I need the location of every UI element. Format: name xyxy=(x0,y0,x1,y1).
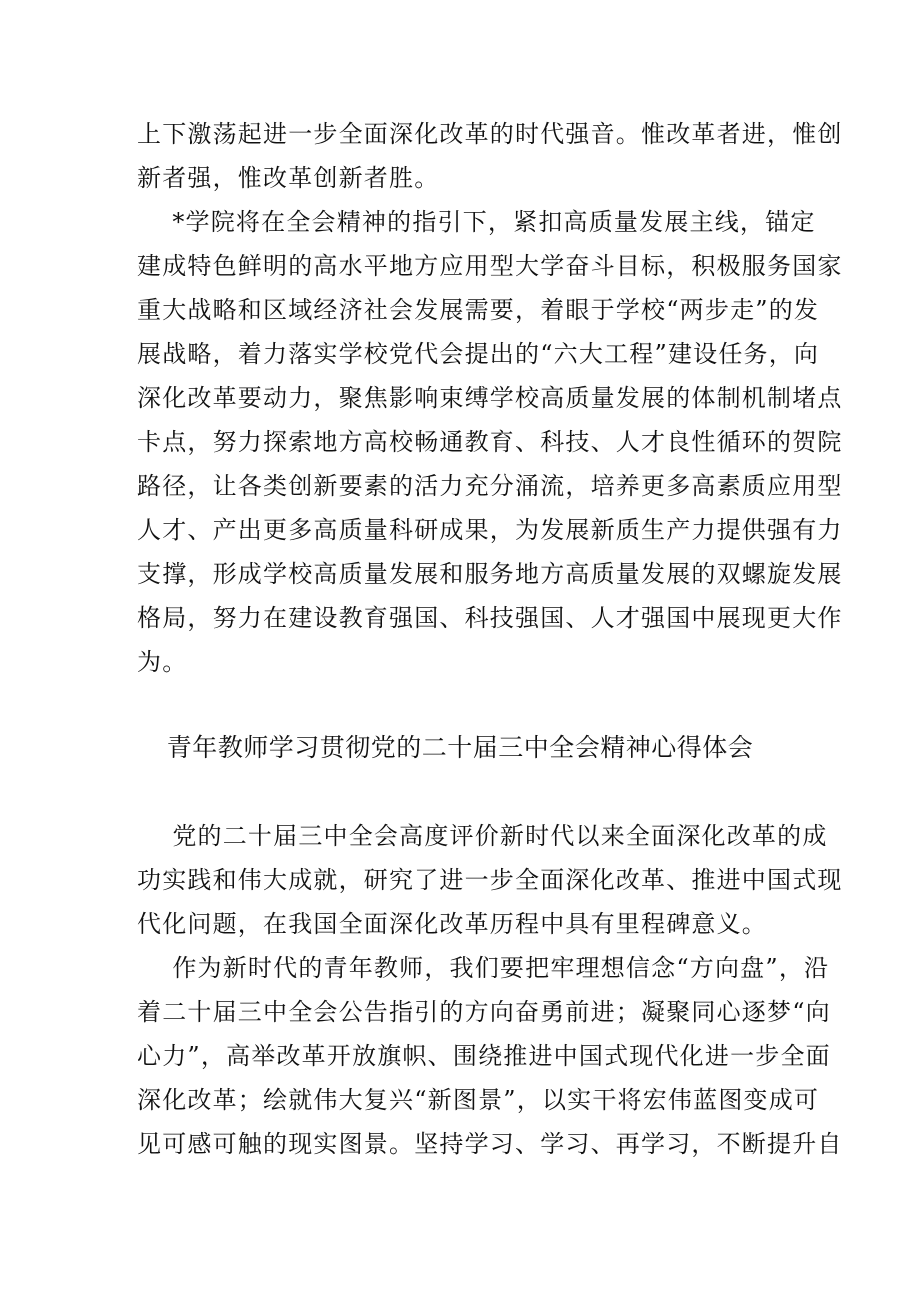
paragraph-2-line-8: 人才、产出更多高质量科研成果，为发展新质生产力提供强有力 xyxy=(137,516,843,544)
paragraph-2-line-5: 深化改革要动力，聚焦影响束缚学校高质量发展的体制机制堵点 xyxy=(137,384,843,412)
paragraph-3-line-2: 功实践和伟大成就，研究了进一步全面深化改革、推进中国式现 xyxy=(137,866,843,894)
paragraph-4-line-5: 见可感可触的现实图景。坚持学习、学习、再学习，不断提升自 xyxy=(137,1130,843,1158)
paragraph-4-line-3: 心力”，高举改革开放旗帜、围绕推进中国式现代化进一步全面 xyxy=(137,1042,831,1070)
paragraph-2-line-11: 为。 xyxy=(137,648,188,676)
paragraph-2-line-9: 支撑，形成学校高质量发展和服务地方高质量发展的双螺旋发展 xyxy=(137,560,843,588)
article-title: 青年教师学习贯彻党的二十届三中全会精神心得体会 xyxy=(166,733,754,762)
paragraph-2-line-2: 建成特色鲜明的高水平地方应用型大学奋斗目标，积极服务国家 xyxy=(137,252,843,280)
paragraph-1-line-2: 新者强，惟改革创新者胜。 xyxy=(137,164,440,192)
paragraph-2-line-6: 卡点，努力探索地方高校畅通教育、科技、人才良性循环的贺院 xyxy=(137,428,843,456)
paragraph-3-line-3: 代化问题，在我国全面深化改革历程中具有里程碑意义。 xyxy=(137,910,767,938)
paragraph-4-line-4: 深化改革；绘就伟大复兴“新图景”，以实干将宏伟蓝图变成可 xyxy=(137,1086,820,1114)
paragraph-2-line-7: 路径，让各类创新要素的活力充分涌流，培养更多高素质应用型 xyxy=(137,472,843,500)
paragraph-4-line-1: 作为新时代的青年教师，我们要把牢理想信念“方向盘”，沿 xyxy=(137,954,830,982)
paragraph-1-line-1: 上下激荡起进一步全面深化改革的时代强音。惟改革者进，惟创 xyxy=(137,120,843,148)
paragraph-2-line-1: *学院将在全会精神的指引下，紧扣高质量发展主线，锚定 xyxy=(137,208,816,236)
paragraph-4-line-2: 着二十届三中全会公告指引的方向奋勇前进；凝聚同心逐梦“向 xyxy=(137,998,831,1026)
paragraph-2-line-4: 展战略，着力落实学校党代会提出的“六大工程”建设任务，向 xyxy=(137,340,820,368)
paragraph-3-line-1: 党的二十届三中全会高度评价新时代以来全面深化改革的成 xyxy=(137,822,828,850)
paragraph-2-line-3: 重大战略和区域经济社会发展需要，着眼于学校“两步走”的发 xyxy=(137,296,820,324)
paragraph-2-line-10: 格局，努力在建设教育强国、科技强国、人才强国中展现更大作 xyxy=(137,604,843,632)
